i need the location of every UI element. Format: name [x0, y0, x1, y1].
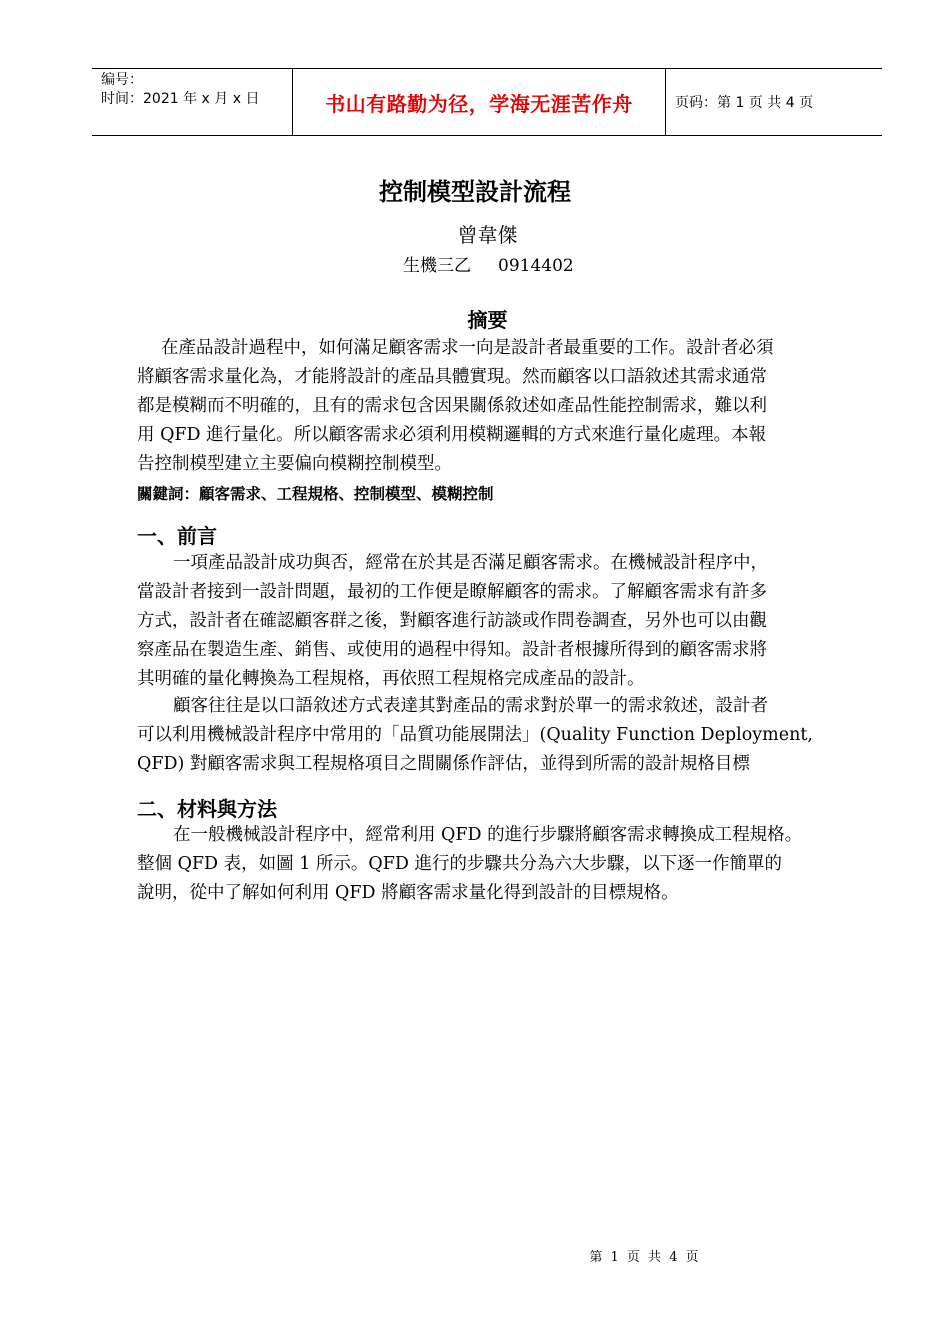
author-name: 曾韋傑 [457, 223, 518, 247]
text-line: 當設計者接到一設計問題，最初的工作便是瞭解顧客的需求。了解顧客需求有許多 [137, 582, 767, 602]
intro-paragraph-1 [137, 549, 847, 694]
text-line: 都是模糊而不明確的，且有的需求包含因果關係敘述如產品性能控制需求，難以利 [137, 396, 767, 416]
text-line: 將顧客需求量化為，才能將設計的產品具體實現。然而顧客以口語敘述其需求通常 [137, 367, 767, 387]
text-line: 方式，設計者在確認顧客群之後，對顧客進行訪談或作問卷調查，另外也可以由觀 [137, 611, 767, 631]
author-department: 生機三乙 0914402 [403, 256, 574, 276]
abstract-paragraph [137, 334, 847, 479]
abstract-heading: 摘要 [467, 308, 508, 332]
keywords-line: 關鍵詞：顧客需求、工程規格、控制模型、模糊控制 [137, 484, 494, 503]
header-motto: 书山有路勤为径，学海无涯苦作舟 [293, 69, 666, 135]
text-line: 說明，從中了解如何利用 QFD 將顧客需求量化得到設計的目標規格。 [137, 883, 679, 903]
header-info-cell [92, 69, 293, 135]
text-line: 顧客往往是以口語敘述方式表達其對產品的需求對於單一的需求敘述，設計者 [173, 696, 768, 716]
document-title: 控制模型設計流程 [379, 177, 571, 206]
section-heading-intro: 一、前言 [137, 524, 217, 548]
text-line: 察產品在製造生產、銷售、或使用的過程中得知。設計者根據所得到的顧客需求將 [137, 640, 767, 660]
text-line: 在產品設計過程中，如何滿足顧客需求一向是設計者最重要的工作。設計者必須 [161, 338, 774, 358]
text-line: 在一般機械設計程序中，經常利用 QFD 的進行步驟將顧客需求轉換成工程規格。 [173, 825, 803, 845]
text-line: 用 QFD 進行量化。所以顧客需求必須利用模糊邏輯的方式來進行量化處理。本報 [137, 425, 767, 445]
text-line: 整個 QFD 表，如圖 1 所示。QFD 進行的步驟共分為六大步驟，以下逐一作簡單的 [137, 854, 782, 874]
page-footer: 第 1 页 共 4 页 [589, 1250, 701, 1265]
text-line: QFD) 對顧客需求與工程規格項目之間關係作評估，並得到所需的設計規格目標 [137, 754, 750, 774]
text-line: 一項產品設計成功與否，經常在於其是否滿足顧客需求。在機械設計程序中， [173, 553, 768, 573]
time-label: 时间：2021 年 x 月 x 日 [101, 91, 260, 107]
number-label: 编号： [101, 72, 143, 88]
text-line: 告控制模型建立主要偏向模糊控制模型。 [137, 454, 452, 474]
methods-paragraph [137, 821, 847, 908]
text-line: 其明確的量化轉換為工程規格，再依照工程規格完成產品的設計。 [137, 669, 645, 689]
section-heading-methods: 二、材料與方法 [137, 797, 277, 821]
page-header [92, 68, 882, 136]
header-page-info: 页码：第 1 页 共 4 页 [675, 95, 814, 111]
text-line: 可以利用機械設計程序中常用的「品質功能展開法」(Quality Function Deployment, [137, 725, 813, 745]
intro-paragraph-2 [137, 692, 847, 779]
